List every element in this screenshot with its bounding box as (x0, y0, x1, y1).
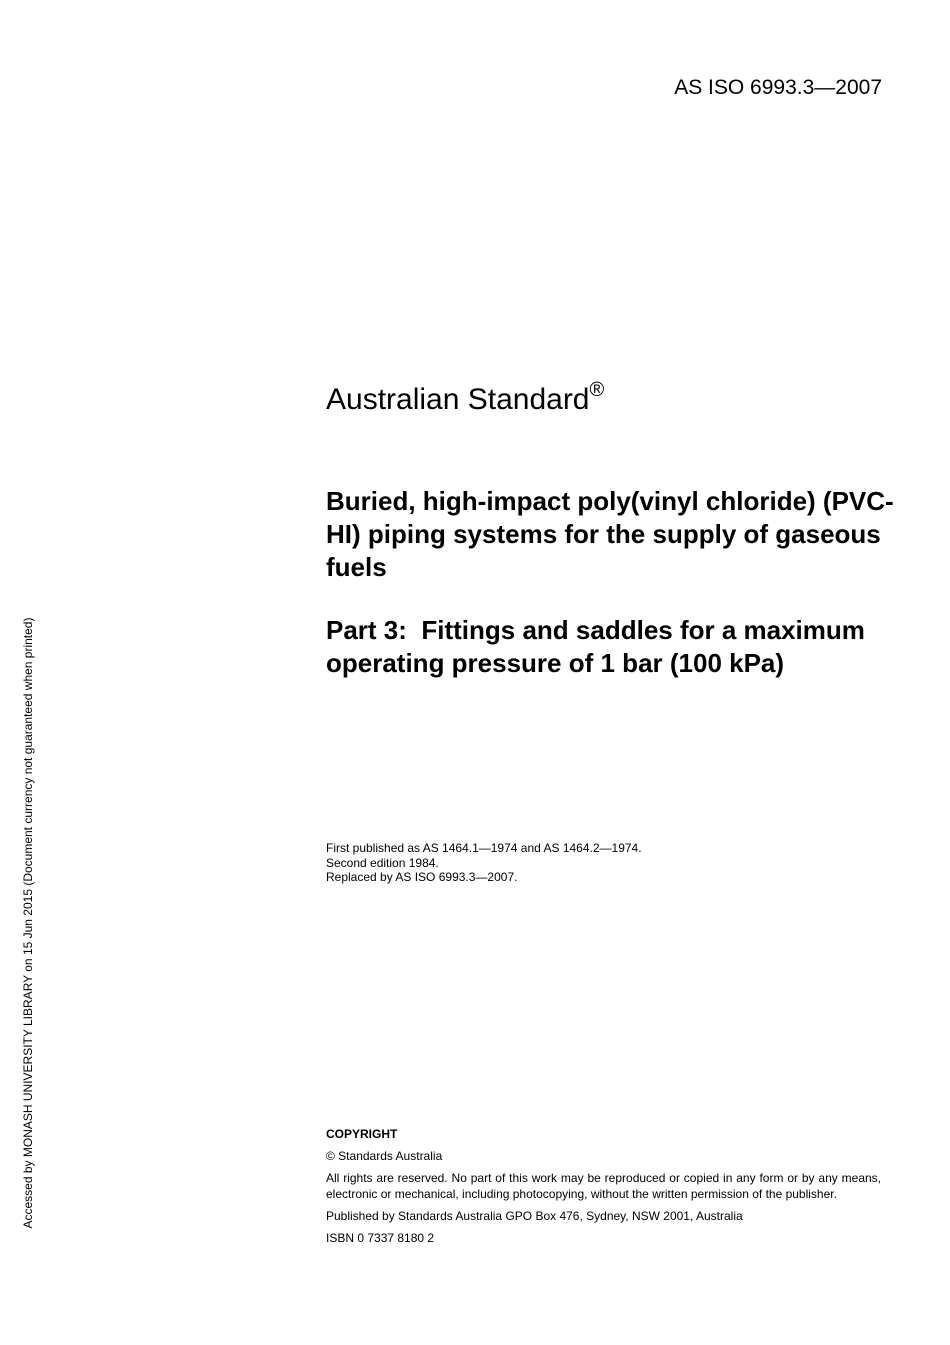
document-number: AS ISO 6993.3—2007 (674, 76, 882, 99)
rights-statement: All rights are reserved. No part of this work may be reproduced or copied in any form or by any means, electronic or mechanical, including photocopying, without the written permission of the publisher. (326, 1171, 881, 1201)
publisher-address: Published by Standards Australia GPO Box 476, Sydney, NSW 2001, Australia (326, 1209, 743, 1223)
history-line: Replaced by AS ISO 6993.3—2007. (326, 870, 518, 884)
registered-trademark-symbol: ® (589, 379, 605, 401)
part-title: Part 3: Fittings and saddles for a maximum operating pressure of 1 bar (100 kPa) (326, 615, 865, 678)
publication-history (326, 841, 642, 885)
access-watermark-note: Accessed by MONASH UNIVERSITY LIBRARY on 15 Jun 2015 (Document currency not guaranteed when printed) (21, 617, 35, 1229)
standard-type-heading (326, 379, 604, 421)
history-line: First published as AS 1464.1—1974 and AS 1464.2—1974. (326, 841, 642, 855)
copyright-heading: COPYRIGHT (326, 1127, 398, 1141)
copyright-owner: © Standards Australia (326, 1149, 443, 1163)
history-line: Second edition 1984. (326, 855, 439, 870)
standard-type-label: Australian Standard (326, 383, 590, 416)
document-title: Buried, high-impact poly(vinyl chloride) (PVC-HI) piping systems for the supply of gaseous fuels (326, 486, 894, 582)
copyright-block (326, 1126, 881, 1246)
isbn-number: ISBN 0 7337 8180 2 (326, 1231, 435, 1245)
